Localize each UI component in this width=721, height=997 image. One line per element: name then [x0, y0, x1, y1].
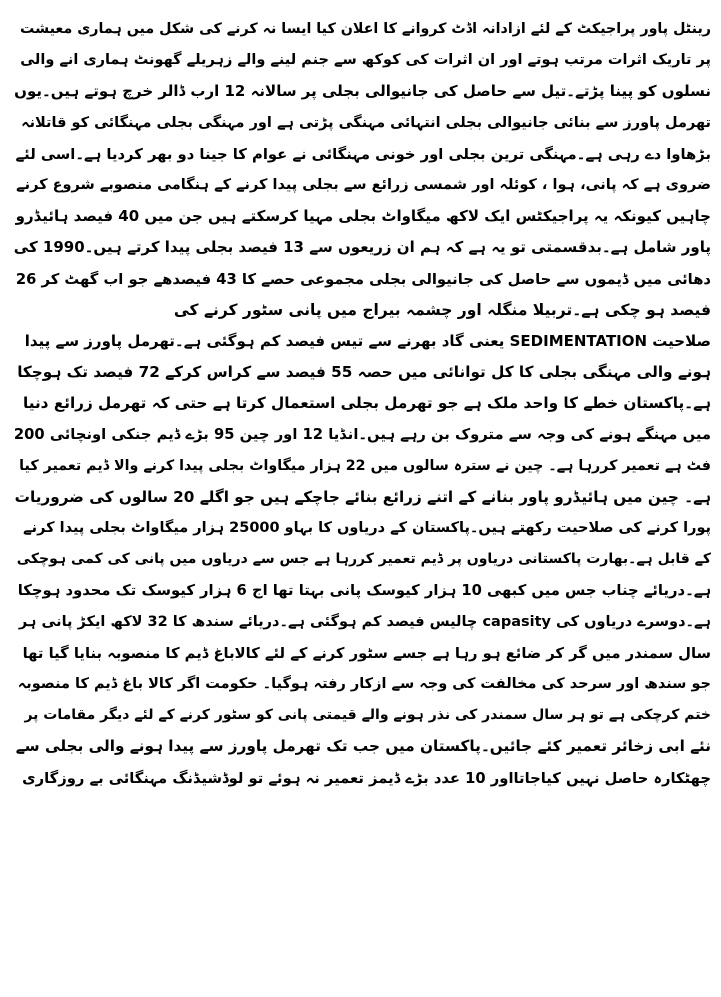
text-line: بڑھاوا دے رہی ہے۔مہنگی ترین بجلی اور خونی مہنگائی نے عوام کا جینا دو بھر کردیا ہے۔اسی لئے	[15, 145, 711, 163]
text-line: جو سندھ اور سرحد کی مخالفت کی وجہ سے ازکار رفتہ ہوگیا۔ حکومت اگر کالا باغ ڈیم کا منصوبہ	[17, 675, 711, 692]
text-line: چھٹکارہ حاصل نہیں کیاجاتااور 10 عدد بڑے ڈیمز تعمیر نہ ہوئے تو لوڈشیڈنگ مہنگائی بے روزگاری	[22, 769, 711, 787]
text-line: فٹ ہے تعمیر کررہا ہے۔ چین نے سترہ سالوں میں 22 ہزار میگاواٹ بجلی پیدا کرنے والا ڈیم تعمیر کیا	[19, 457, 711, 474]
text-line: کے قابل ہے۔بھارت پاکستانی دریاوں پر ڈیم تعمیر کررہا ہے جس سے دریاوں میں پانی کی کمی ہوچکی	[16, 551, 711, 568]
text-line: پر تاریک اثرات مرتب ہوتے اور ان اثرات کی کوکھ سے جنم لینے والے زہریلے گھونٹ ہماری انے والی	[20, 52, 711, 69]
text-line: رینٹل پاور پراجیکٹ کے لئے ازادانہ اڈٹ کروانے کا اعلان کیا ایسا نہ کرنے کی شکل میں ہماری معیشت	[20, 21, 711, 37]
text-line: میں مہنگے ہونے کی وجہ سے متروک بن رہے ہیں۔انڈیا 12 اور چین 95 بڑے ڈیم جنکی اونچائی 200	[14, 426, 711, 444]
text-line: پاور شامل ہے۔بدقسمتی تو یہ ہے کہ ہم ان زریعوں سے 13 فیصد بجلی پیدا کرتے ہیں۔1990 کی	[14, 238, 711, 257]
text-line: فیصد ہو چکی ہے۔تربیلا منگلہ اور چشمہ بیراج میں پانی سٹور کرنے کی	[173, 300, 711, 319]
text-line: ہے۔دوسرے دریاوں کی capasity چالیس فیصد کم ہوگئی ہے۔دریائے سندھ کا 32 لاکھ ایکڑ پانی ہر	[18, 613, 711, 630]
text-line: نئے ابی زخائر تعمیر کئے جائیں۔پاکستان میں جب تک تھرمل پاورز سے پیدا ہونے والی بجلی سے	[15, 737, 711, 756]
text-line: چاہیں کیونکہ یہ پراجیکٹس ایک لاکھ میگاواٹ بجلی مہیا کرسکتے ہیں جن میں 40 فیصد ہائیڈرو	[15, 207, 711, 226]
text-line: ختم کرچکی ہے تو ہر سال سمندر کی نذر ہونے والے قیمتی پانی کو سٹور کرنے کے لئے دیگر مقامات پر	[24, 707, 711, 724]
text-line: صلاحیت SEDIMENTATION یعنی گاد بھرنے سے تیس فیصد کم ہوگئی ہے۔تھرمل پاورز سے پیدا	[24, 331, 711, 350]
text-line: سال سمندر میں گر کر ضائع ہو رہا ہے جسے سٹور کرنے کے لئے کالاباغ ڈیم کا منصوبہ بنایا گیا تھا	[22, 644, 711, 662]
text-line: نسلوں کو پینا پڑتے۔تیل سے حاصل کی جانیوالی بجلی پر سالانہ 12 ارب ڈالر خرچ ہوتے ہیں۔یوں	[14, 82, 711, 101]
text-line: ہے۔پاکستان خطے کا واحد ملک ہے جو تھرمل بجلی استعمال کرتا ہے حتی کہ تھرمل زرائع دنیا	[23, 394, 711, 413]
text-line: ضروی ہے کہ پانی، ہوا ، کوئلہ اور شمسی زرائع سے بجلی پیدا کرنے کے ہنگامی منصوبے شروع کرنے	[16, 176, 711, 193]
text-line: پورا کرنے کی صلاحیت رکھتے ہیں۔پاکستان کے دریاوں کا بہاو 25000 ہزار میگاواٹ بجلی پیدا کرنے	[23, 520, 711, 536]
text-line: دھائی میں ڈیموں سے حاصل کی جانیوالی بجلی مجموعی حصے کا 43 فیصدھے جو اب گھٹ کر 26	[15, 270, 711, 288]
text-line: ہے۔ چین میں ہائیڈرو پاور بنانے کے اتنے زرائع بنائے جاچکے ہیں جو اگلے 20 سالوں کی ضروریات	[14, 487, 711, 506]
text-line: ہے۔دریائے چناب جس میں کبھی 10 ہزار کیوسک پانی بہتا تھا اج 6 ہزار کیوسک تک محدود ہوچکا	[17, 582, 711, 600]
article-body	[14, 14, 711, 794]
text-line: ہونے والی مہنگی بجلی کا کل توانائی میں حصہ 55 فیصد سے کراس کرکے 72 فیصد تک ہوچکا	[17, 363, 711, 382]
text-line: تھرمل پاورز سے بنائی جانیوالی بجلی انتہائی مہنگی پڑتی ہے اور مہنگی بجلی مہنگائی کو قاتلانہ	[21, 114, 711, 131]
